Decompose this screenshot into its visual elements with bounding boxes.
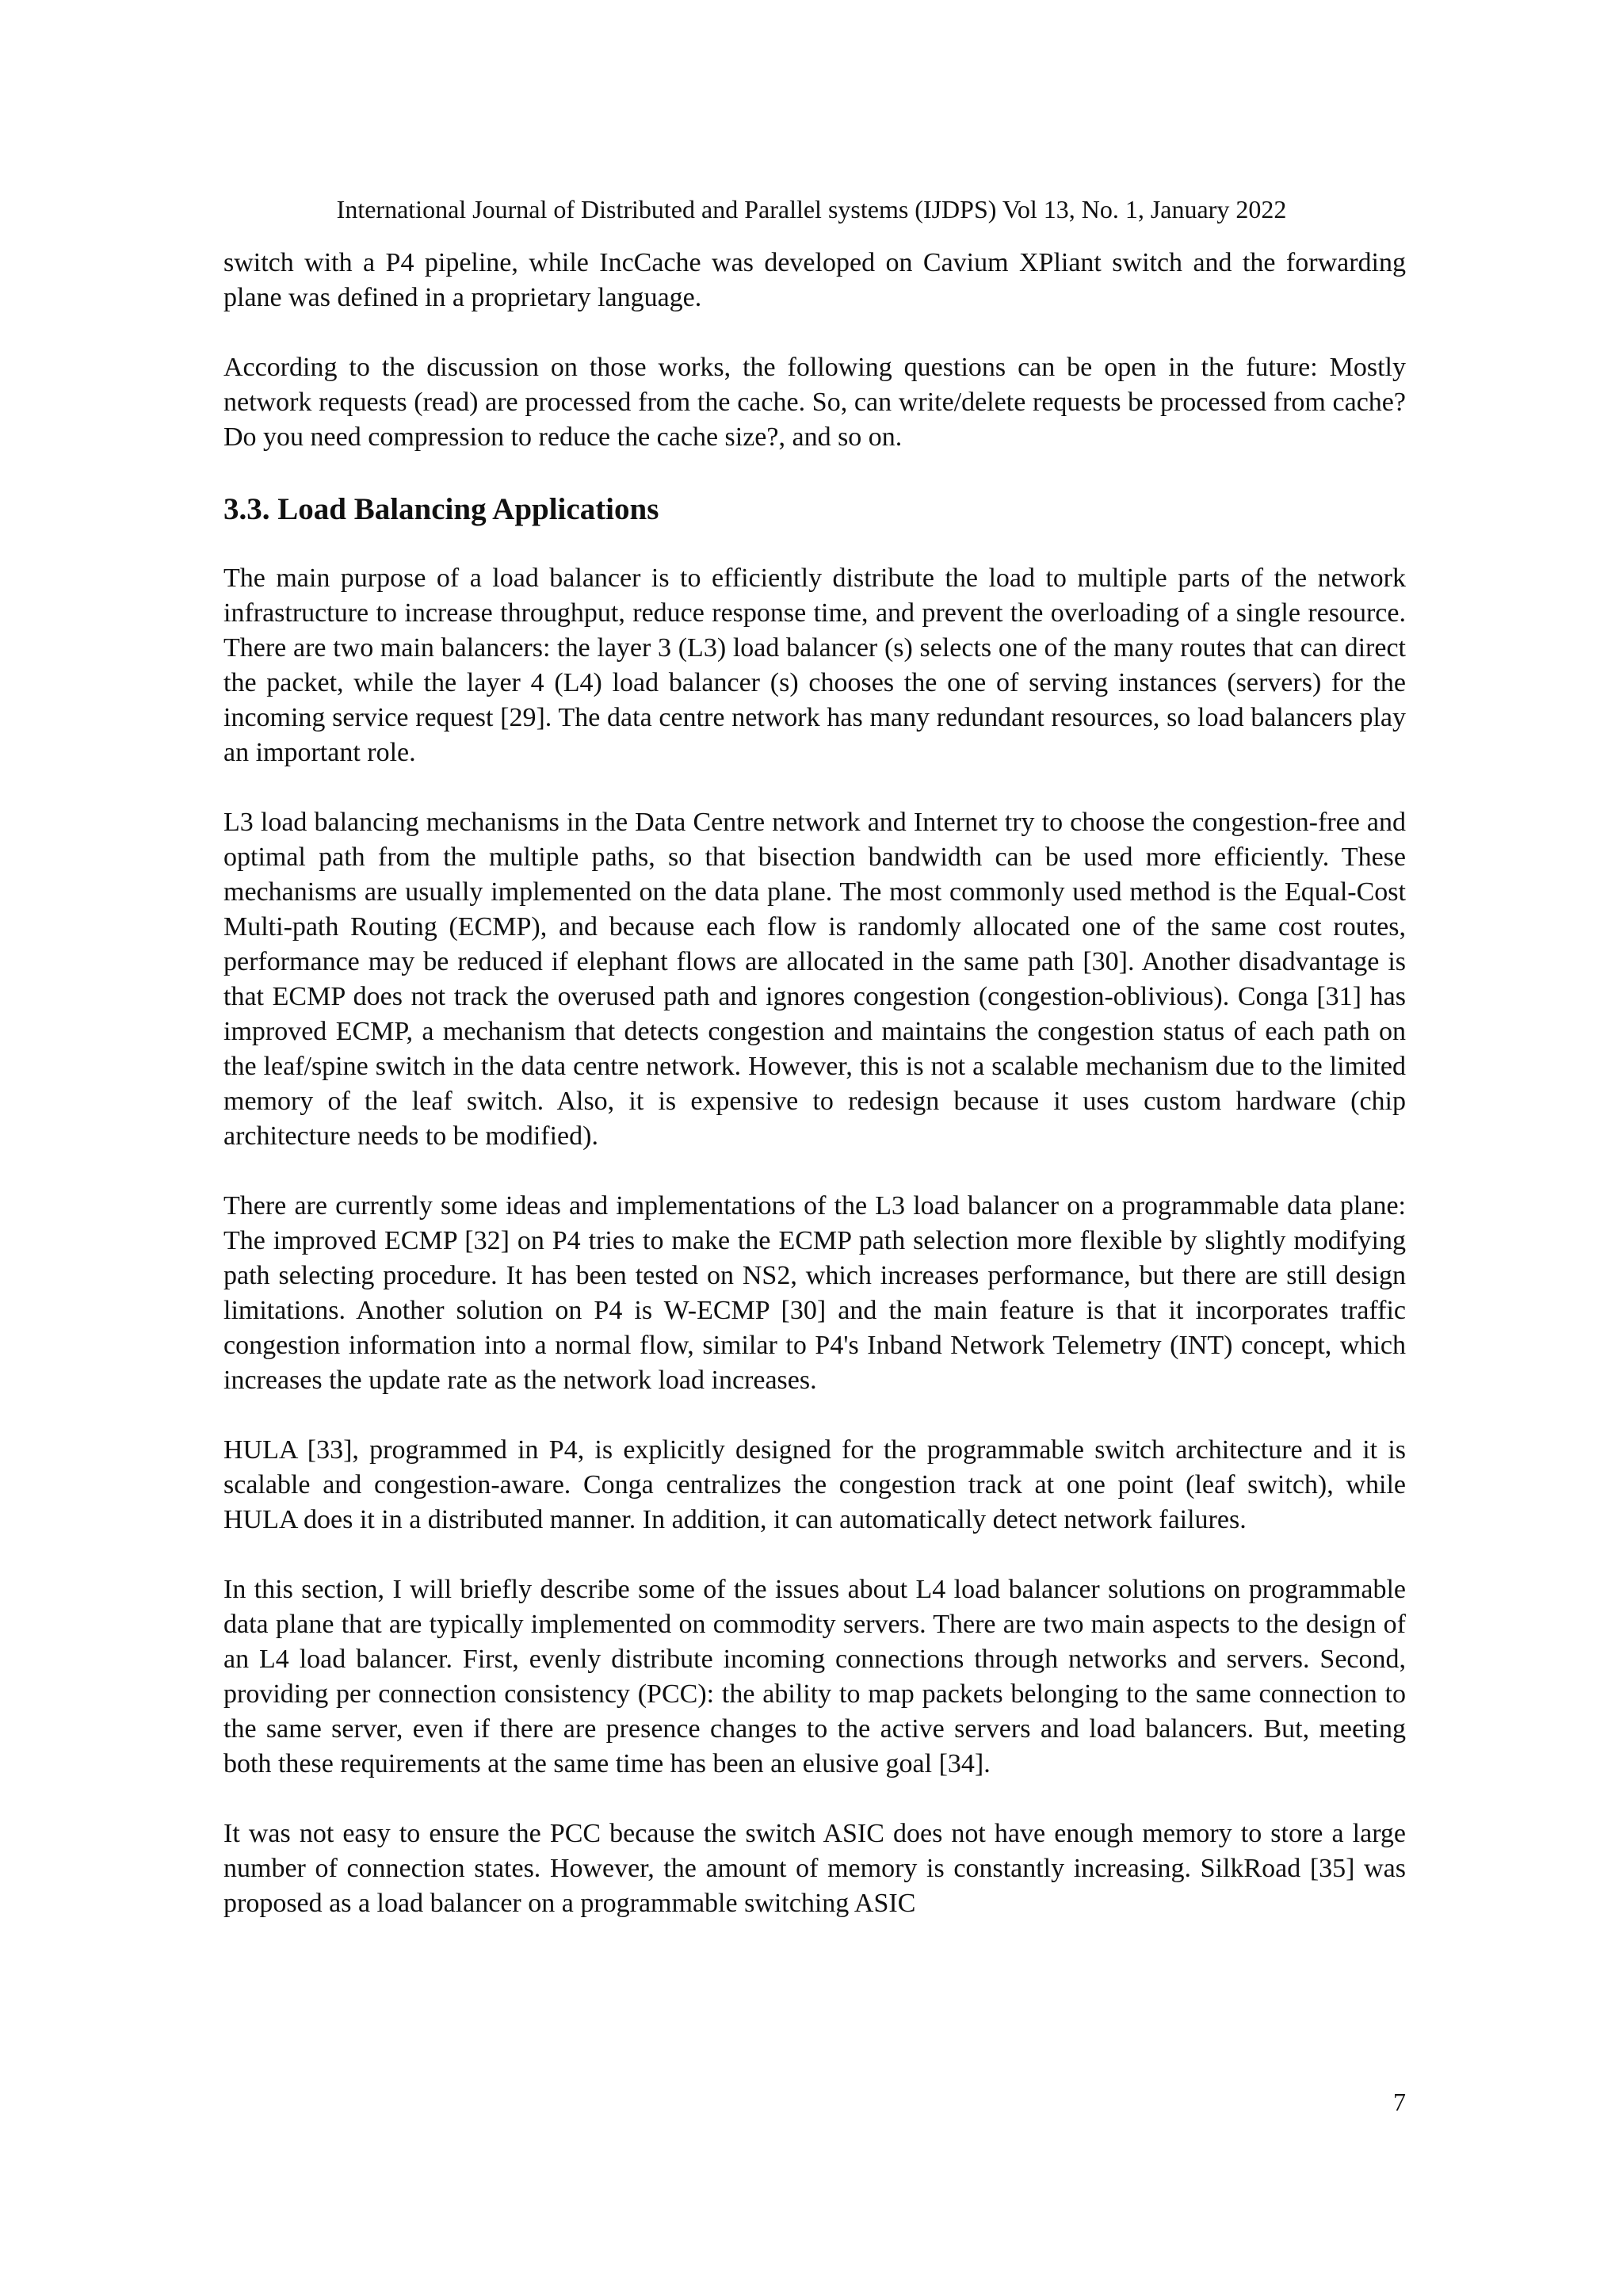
paragraph: switch with a P4 pipeline, while IncCache was developed on Cavium XPliant switch and the forwarding plane was defined in a proprietary language. bbox=[223, 248, 1406, 312]
running-head: International Journal of Distributed and Parallel systems (IJDPS) Vol 13, No. 1, January 2022 bbox=[336, 195, 1287, 223]
paragraph: It was not easy to ensure the PCC because the switch ASIC does not have enough memory to store a large number of connection states. However, the amount of memory is constantly increasing. SilkRoad [35] was proposed as a load balancer on a programmable switching ASIC bbox=[223, 1819, 1406, 1918]
paragraph: In this section, I will briefly describe some of the issues about L4 load balancer solutions on programmable data plane that are typically implemented on commodity servers. There are two main aspects to the design of an L4 load balancer. First, evenly distribute incoming connections through networks and servers. Second, providing per connection consistency (PCC): the ability to map packets belonging to the same connection to the same server, even if there are presence changes to the active servers and load balancers. But, meeting both these requirements at the same time has been an elusive goal [34]. bbox=[223, 1575, 1406, 1778]
paragraph: L3 load balancing mechanisms in the Data Centre network and Internet try to choose the congestion-free and optimal path from the multiple paths, so that bisection bandwidth can be used more efficiently. These mechanisms are usually implemented on the data plane. The most commonly used method is the Equal-Cost Multi-path Routing (ECMP), and because each flow is randomly allocated one of the same cost routes, performance may be reduced if elephant flows are allocated in the same path [30]. Another disadvantage is that ECMP does not track the overused path and ignores congestion (congestion-oblivious). Conga [31] has improved ECMP, a mechanism that detects congestion and maintains the congestion status of each path on the leaf/spine switch in the data centre network. However, this is not a scalable mechanism due to the limited memory of the leaf switch. Also, it is expensive to redesign because it uses custom hardware (chip architecture needs to be modified). bbox=[223, 808, 1406, 1151]
paragraph: HULA [33], programmed in P4, is explicitly designed for the programmable switch architecture and it is scalable and congestion-aware. Conga centralizes the congestion track at one point (leaf switch), while HULA does it in a distributed manner. In addition, it can automatically detect network failures. bbox=[223, 1435, 1406, 1534]
page-body bbox=[223, 246, 1406, 1956]
page-number: 7 bbox=[1393, 2088, 1406, 2116]
paragraph: There are currently some ideas and implementations of the L3 load balancer on a programmable data plane: The improved ECMP [32] on P4 tries to make the ECMP path selection more flexible by slightly modifying path selecting procedure. It has been tested on NS2, which increases performance, but there are still design limitations. Another solution on P4 is W-ECMP [30] and the main feature is that it incorporates traffic congestion information into a normal flow, similar to P4's Inband Network Telemetry (INT) concept, which increases the update rate as the network load increases. bbox=[223, 1191, 1406, 1395]
paragraph: According to the discussion on those works, the following questions can be open in the future: Mostly network requests (read) are processed from the cache. So, can write/delete requests be processed from cache? Do you need compression to reduce the cache size?, and so on. bbox=[223, 353, 1406, 452]
paragraph: The main purpose of a load balancer is to efficiently distribute the load to multiple parts of the network infrastructure to increase throughput, reduce response time, and prevent the overloading of a single resource. There are two main balancers: the layer 3 (L3) load balancer (s) selects one of the many routes that can direct the packet, while the layer 4 (L4) load balancer (s) chooses the one of serving instances (servers) for the incoming service request [29]. The data centre network has many redundant resources, so load balancers play an important role. bbox=[223, 563, 1406, 767]
section-heading: 3.3. Load Balancing Applications bbox=[223, 492, 659, 526]
